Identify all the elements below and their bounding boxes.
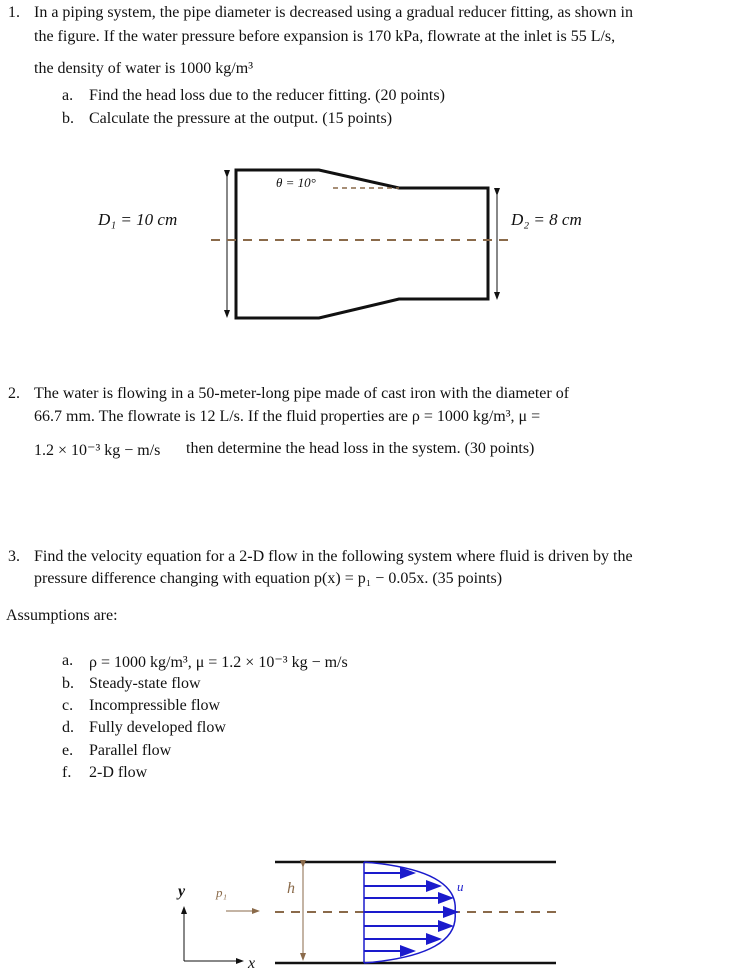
velocity-arrows [364, 873, 455, 951]
assumption-item: Parallel flow [89, 742, 172, 759]
y-axis-label: y [178, 883, 186, 900]
q1-line3: the density of water is 1000 kg/m³ [34, 60, 253, 77]
q1-line1: In a piping system, the pipe diameter is decreased using a gradual reducer fitting, as shown in [34, 4, 633, 21]
assumption-label: e. [62, 742, 74, 759]
q1-part-a: Find the head loss due to the reducer fitting. (20 points) [89, 87, 445, 104]
q2-line1: The water is flowing in a 50-meter-long pipe made of cast iron with the diameter of [34, 385, 570, 402]
assumption-item: ρ = 1000 kg/m³, μ = 1.2 × 10⁻³ kg − m/s [89, 654, 348, 671]
assumption-item: 2-D flow [89, 764, 148, 781]
q3-line1: Find the velocity equation for a 2-D flow in the following system where fluid is driven by the [34, 548, 633, 565]
assumption-item: Steady-state flow [89, 675, 201, 692]
q3-number: 3. [8, 548, 20, 565]
theta-label: θ = 10° [276, 175, 316, 190]
q1-line2: the figure. If the water pressure before expansion is 170 kPa, flowrate at the inlet is 55 L/s, [34, 28, 616, 45]
q2-line3: then determine the head loss in the system. (30 points) [186, 440, 535, 457]
q1-part-b-label: b. [62, 110, 74, 127]
pipe-outline [236, 170, 488, 318]
u-label: u [457, 879, 464, 894]
x-axis-label: x [248, 955, 256, 972]
q2-line2: 66.7 mm. The flowrate is 12 L/s. If the fluid properties are ρ = 1000 kg/m³, μ = [34, 408, 541, 425]
h-label: h [287, 880, 295, 897]
assumption-label: f. [62, 764, 72, 781]
q2-viscosity: 1.2 × 10⁻³ kg − m/s [34, 442, 161, 459]
q1-part-b: Calculate the pressure at the output. (15 points) [89, 110, 393, 127]
d1-label: D₁ = 10 cm [98, 210, 178, 229]
assumption-label: b. [62, 675, 74, 692]
q2-number: 2. [8, 385, 20, 402]
assumption-label: a. [62, 652, 74, 669]
assumptions-title: Assumptions are: [6, 607, 118, 624]
p1-label: p₁ [216, 885, 228, 900]
assumption-item: Fully developed flow [89, 719, 226, 736]
assumption-item: Incompressible flow [89, 697, 221, 714]
assumption-label: d. [62, 719, 74, 736]
q1-part-a-label: a. [62, 87, 74, 104]
q3-line2: pressure difference changing with equation p(x) = p₁ − 0.05x. (35 points) [34, 570, 503, 587]
assumption-label: c. [62, 697, 74, 714]
q1-number: 1. [8, 4, 20, 21]
d2-label: D₂ = 8 cm [511, 210, 582, 229]
